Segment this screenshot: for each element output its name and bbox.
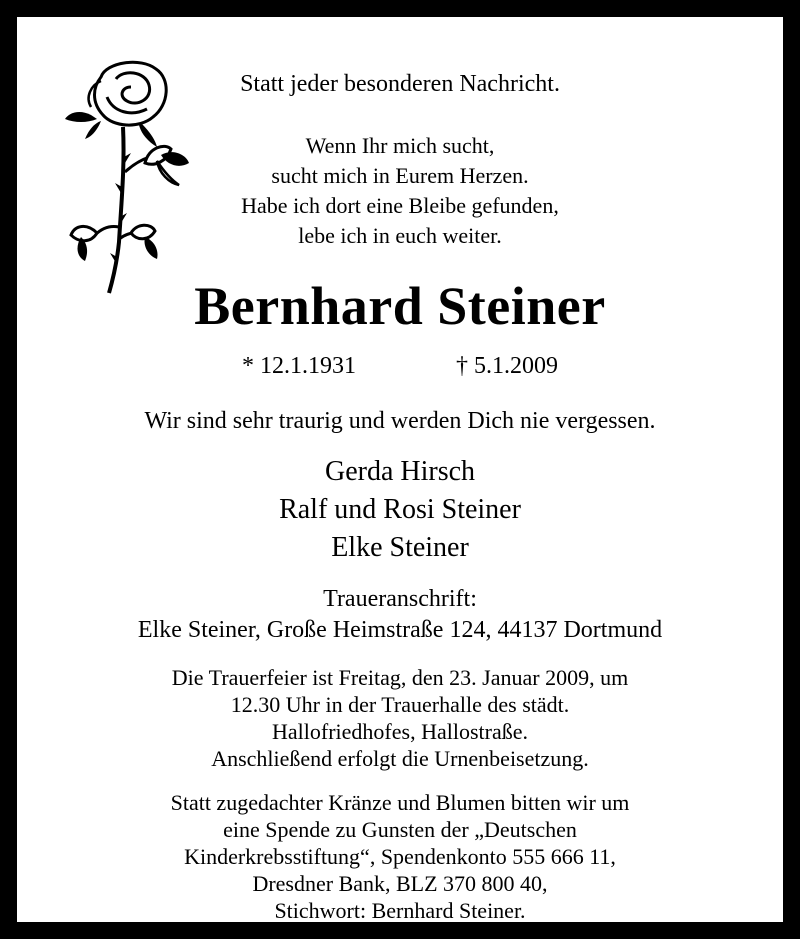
family-member: Gerda Hirsch [324,456,476,487]
birth-date: * 12.1.1931 [242,353,356,379]
life-dates [17,353,783,380]
poem-line: sucht mich in Eurem Herzen. [271,163,529,188]
death-date: † 5.1.2009 [456,353,558,379]
donation-line: eine Spende zu Gunsten der „Deutschen [223,817,577,842]
address-label: Traueranschrift: [323,586,477,612]
poem-line: Habe ich dort eine Bleibe gefunden, [241,193,559,218]
mourning-address: Elke Steiner, Große Heimstraße 124, 44137 Dortmund [137,617,663,643]
family-member: Ralf und Rosi Steiner [279,494,521,525]
header-text: Statt jeder besonderen Nachricht. [240,71,560,97]
service-line: Hallofriedhofes, Hallostraße. [272,719,528,744]
service-line: Anschließend erfolgt die Urnenbeisetzung. [211,746,589,771]
poem-line: lebe ich in euch weiter. [298,223,502,248]
family-list [17,453,783,567]
service-line: 12.30 Uhr in der Trauerhalle des städt. [230,692,570,717]
donation-info [17,789,783,924]
donation-line: Statt zugedachter Kränze und Blumen bitten wir um [170,790,630,815]
farewell-text: Wir sind sehr traurig und werden Dich nie vergessen. [144,408,656,434]
deceased-name: Bernhard Steiner [194,276,606,336]
service-line: Die Trauerfeier ist Freitag, den 23. Januar 2009, um [171,665,629,690]
service-info [17,664,783,772]
poem-line: Wenn Ihr mich sucht, [305,133,495,158]
family-member: Elke Steiner [331,532,469,563]
poem [17,131,783,251]
donation-line: Kinderkrebsstiftung“, Spendenkonto 555 666 11, [184,844,616,869]
donation-line: Stichwort: Bernhard Steiner. [274,898,526,923]
donation-line: Dresdner Bank, BLZ 370 800 40, [252,871,548,896]
